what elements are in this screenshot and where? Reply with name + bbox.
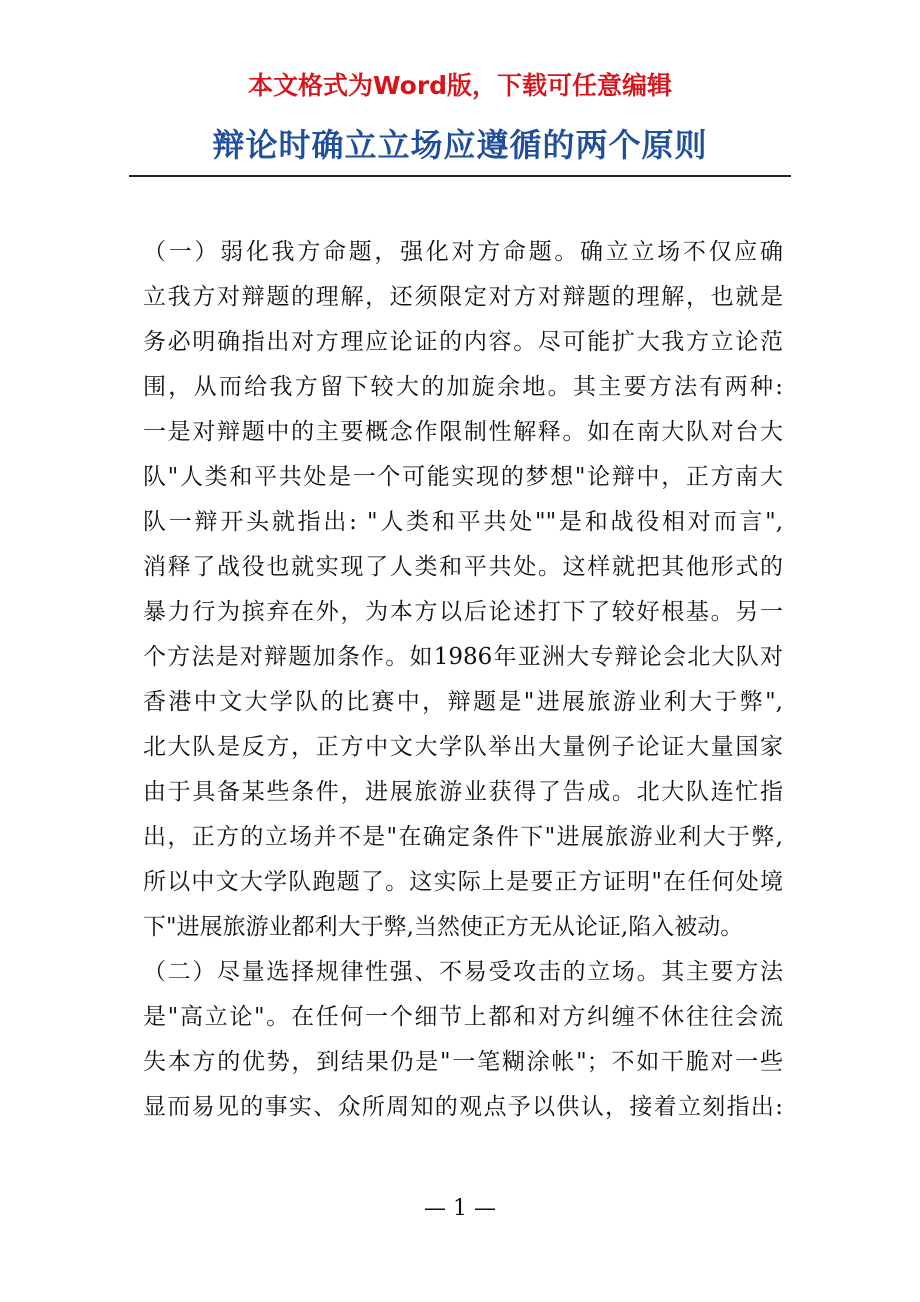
- text-line: 消释了战役也就实现了人类和平共处。这样就把其他形式的: [143, 554, 783, 580]
- download-banner: 本文格式为Word版，下载可任意编辑: [247, 71, 673, 100]
- text-line: 下"进展旅游业都利大于弊,当然使正方无从论证,陷入被动。: [143, 914, 744, 940]
- text-line: 一是对辩题中的主要概念作限制性解释。如在南大队对台大: [143, 419, 783, 445]
- text-line: 北大队是反方，正方中文大学队举出大量例子论证大量国家: [143, 734, 783, 760]
- text-line: （二）尽量选择规律性强、不易受攻击的立场。其主要方法: [143, 959, 783, 985]
- text-line: 队"人类和平共处是一个可能实现的梦想"论辩中，正方南大: [143, 464, 783, 490]
- text-line: 围，从而给我方留下较大的加旋余地。其主要方法有两种:: [143, 374, 783, 400]
- text-line: 出，正方的立场并不是"在确定条件下"进展旅游业利大于弊,: [143, 824, 783, 850]
- document-title: 辩论时确立立场应遵循的两个原则: [212, 126, 708, 164]
- text-line: 暴力行为摈弃在外，为本方以后论述打下了较好根基。另一: [143, 599, 783, 625]
- text-line: （一）弱化我方命题，强化对方命题。确立立场不仅应确: [143, 239, 783, 265]
- text-line: 立我方对辩题的理解，还须限定对方对辩题的理解，也就是: [143, 284, 783, 310]
- page-number: — 1 —: [424, 1196, 496, 1221]
- text-line: 香港中文大学队的比赛中，辩题是"进展旅游业利大于弊",: [143, 689, 783, 715]
- text-line: 个方法是对辩题加条作。如1986年亚洲大专辩论会北大队对: [143, 644, 783, 670]
- text-line: 显而易见的事实、众所周知的观点予以供认，接着立刻指出:: [143, 1094, 783, 1120]
- text-line: 由于具备某些条件，进展旅游业获得了告成。北大队连忙指: [143, 779, 783, 805]
- document-body: [143, 230, 783, 1130]
- text-line: 失本方的优势，到结果仍是"一笔糊涂帐"；不如干脆对一些: [143, 1049, 783, 1075]
- text-line: 是"高立论"。在任何一个细节上都和对方纠缠不休往往会流: [143, 1004, 783, 1030]
- text-line: 所以中文大学队跑题了。这实际上是要正方证明"在任何处境: [143, 869, 783, 895]
- title-divider: [129, 175, 791, 177]
- text-line: 务必明确指出对方理应论证的内容。尽可能扩大我方立论范: [143, 329, 783, 355]
- text-line: 队一辩开头就指出: "人类和平共处""是和战役相对而言",: [143, 509, 783, 535]
